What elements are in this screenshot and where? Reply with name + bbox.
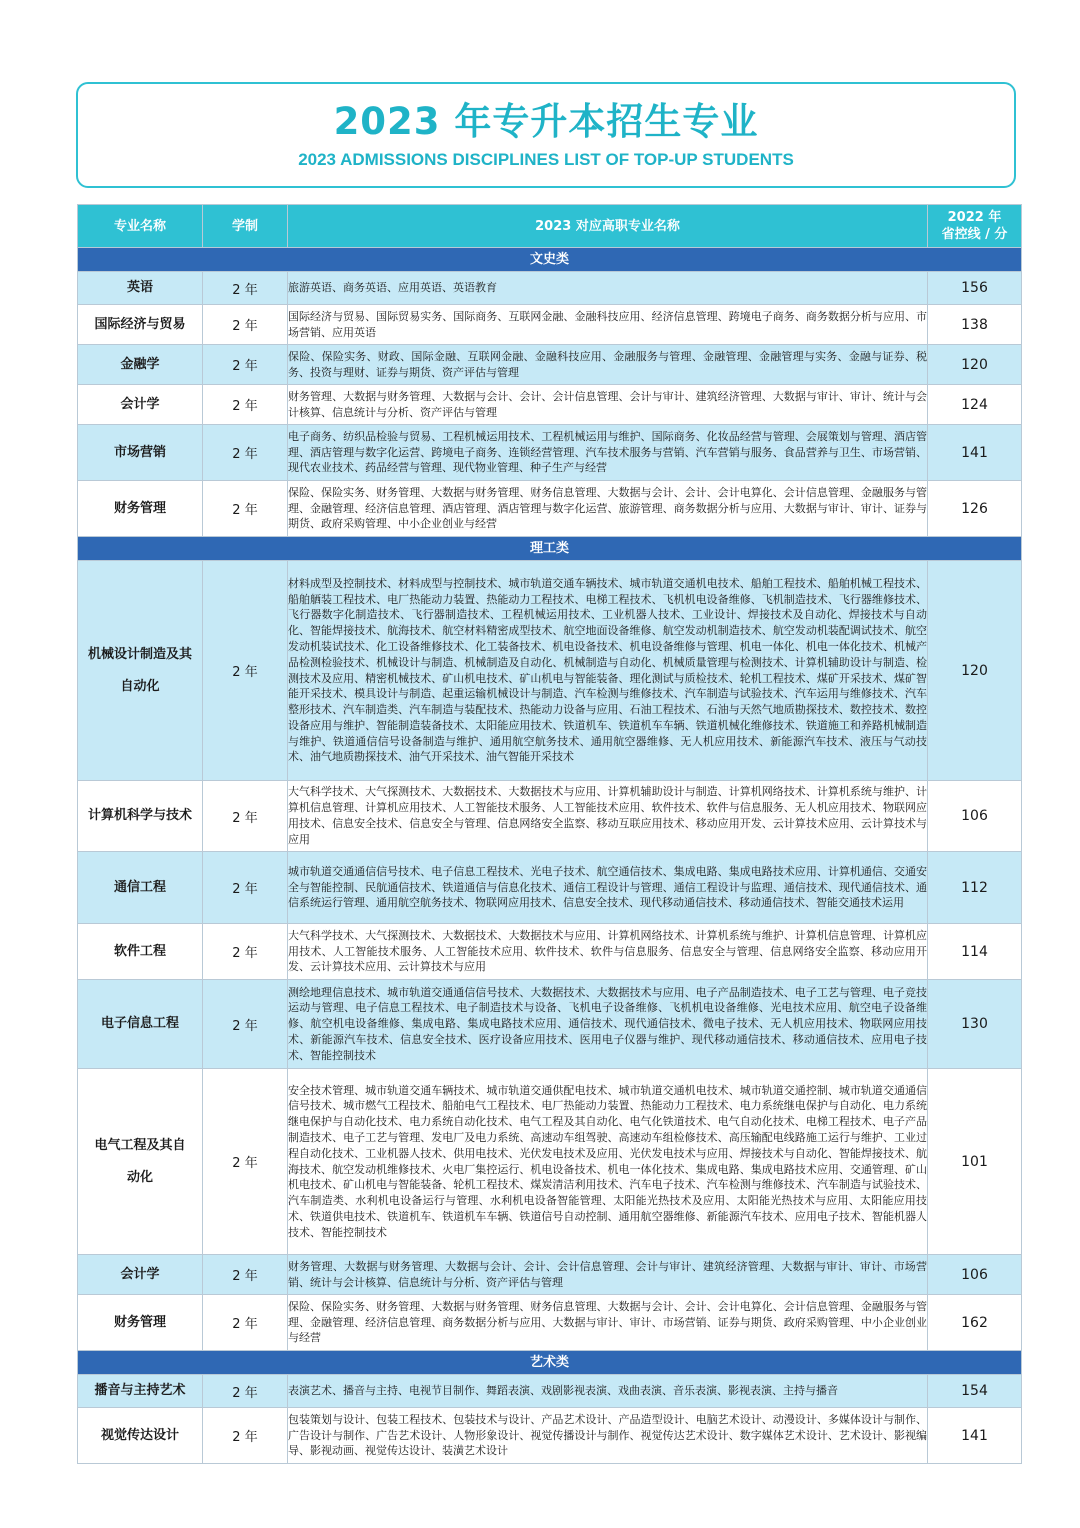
table-header-row <box>78 205 1022 248</box>
vocational-list: 大气科学技术、大气探测技术、大数据技术、大数据技术与应用、计算机网络技术、计算机系统与维护、计算机信息管理、计算机应用技术、人工智能技术服务、人工智能技术应用、软件技术、软件与信息服务、信息安全与管理、信息网络安全监察、移动应用开发、云计算技术应用、云计算技术与应用 <box>288 924 928 980</box>
major-name: 金融学 <box>78 345 203 385</box>
major-years: 2 年 <box>203 425 288 481</box>
major-name: 机械设计制造及其自动化 <box>78 561 203 781</box>
score-value: 154 <box>928 1375 1022 1408</box>
major-years: 2 年 <box>203 272 288 305</box>
score-value: 112 <box>928 852 1022 924</box>
vocational-list: 财务管理、大数据与财务管理、大数据与会计、会计、会计信息管理、会计与审计、建筑经济管理、大数据与审计、审计、市场营销、统计与会计核算、信息统计与分析、资产评估与管理 <box>288 1255 928 1295</box>
score-value: 124 <box>928 385 1022 425</box>
score-value: 126 <box>928 481 1022 537</box>
score-value: 106 <box>928 781 1022 852</box>
table-row <box>78 305 1022 345</box>
vocational-list: 财务管理、大数据与财务管理、大数据与会计、会计、会计信息管理、会计与审计、建筑经济管理、大数据与审计、审计、统计与会计核算、信息统计与分析、资产评估与管理 <box>288 385 928 425</box>
score-value: 141 <box>928 1408 1022 1464</box>
major-name: 国际经济与贸易 <box>78 305 203 345</box>
table-row <box>78 425 1022 481</box>
table-row <box>78 980 1022 1069</box>
header-major: 专业名称 <box>78 205 203 248</box>
major-name: 会计学 <box>78 385 203 425</box>
table-row <box>78 1255 1022 1295</box>
table-row <box>78 1375 1022 1408</box>
score-value: 101 <box>928 1069 1022 1255</box>
table-row <box>78 924 1022 980</box>
score-value: 106 <box>928 1255 1022 1295</box>
table-row <box>78 481 1022 537</box>
major-name: 电子信息工程 <box>78 980 203 1069</box>
score-value: 141 <box>928 425 1022 481</box>
category-row <box>78 537 1022 561</box>
title-box <box>76 82 1016 188</box>
page-title: 2023 年专升本招生专业 <box>333 100 759 143</box>
vocational-list: 包装策划与设计、包装工程技术、包装技术与设计、产品艺术设计、产品造型设计、电脑艺术设计、动漫设计、多媒体设计与制作、广告设计与制作、广告艺术设计、人物形象设计、视觉传播设计与制作、视觉传达艺术设计、数字媒体艺术设计、艺术设计、影视编导、影视动画、视觉传达设计、装潢艺术设计 <box>288 1408 928 1464</box>
major-years: 2 年 <box>203 1069 288 1255</box>
major-name: 财务管理 <box>78 1295 203 1351</box>
major-years: 2 年 <box>203 345 288 385</box>
major-years: 2 年 <box>203 781 288 852</box>
major-name: 会计学 <box>78 1255 203 1295</box>
header-vocational: 2023 对应高职专业名称 <box>288 205 928 248</box>
header-score <box>928 205 1022 248</box>
vocational-list: 保险、保险实务、财务管理、大数据与财务管理、财务信息管理、大数据与会计、会计、会计电算化、会计信息管理、金融服务与管理、金融管理、经济信息管理、酒店管理、酒店管理与数字化运营、旅游管理、商务数据分析与应用、大数据与审计、审计、证券与期货、政府采购管理、中小企业创业与经营 <box>288 481 928 537</box>
category-row <box>78 1351 1022 1375</box>
page-subtitle: 2023 ADMISSIONS DISCIPLINES LIST OF TOP-UP STUDENTS <box>298 150 794 169</box>
category-label: 文史类 <box>78 248 1022 272</box>
score-value: 130 <box>928 980 1022 1069</box>
major-name: 电气工程及其自动化 <box>78 1069 203 1255</box>
major-name: 英语 <box>78 272 203 305</box>
major-name: 软件工程 <box>78 924 203 980</box>
major-name: 视觉传达设计 <box>78 1408 203 1464</box>
majors-table <box>77 204 1022 1464</box>
vocational-list: 城市轨道交通通信信号技术、电子信息工程技术、光电子技术、航空通信技术、集成电路、集成电路技术应用、计算机通信、交通安全与智能控制、民航通信技术、铁道通信与信息化技术、通信工程设计与管理、通信工程设计与监理、通信技术、现代通信技术、通信系统运行管理、通用航空航务技术、物联网应用技术、信息安全技术、现代移动通信技术、移动通信技术、智能交通技术运用 <box>288 852 928 924</box>
major-years: 2 年 <box>203 305 288 345</box>
major-years: 2 年 <box>203 1255 288 1295</box>
major-years: 2 年 <box>203 1408 288 1464</box>
table-row <box>78 1295 1022 1351</box>
score-value: 138 <box>928 305 1022 345</box>
score-value: 114 <box>928 924 1022 980</box>
major-years: 2 年 <box>203 481 288 537</box>
major-years: 2 年 <box>203 385 288 425</box>
vocational-list: 安全技术管理、城市轨道交通车辆技术、城市轨道交通供配电技术、城市轨道交通机电技术、城市轨道交通控制、城市轨道交通通信信号技术、城市燃气工程技术、船舶电气工程技术、电厂热能动力装置、热能动力工程技术、电力系统继电保护与自动化、电力系统继电保护与自动化技术、电力系统自动化技术、电气工程及其自动化、电气化铁道技术、电气自动化技术、电梯工程技术、电子产品制造技术、电子工艺与管理、发电厂及电力系统、高速动车组驾驶、高速动车组检修技术、高压输配电线路施工运行与维护、工业过程自动化技术、工业机器人技术、供用电技术、光伏发电技术及应用、光伏发电技术与应用、焊接技术与自动化、智能焊接技术、航海技术、航空发动机维修技术、火电厂集控运行、机电设备技术、机电一体化技术、集成电路、集成电路技术应用、交通管理、矿山机电技术、矿山机电与智能装备、轮机工程技术、煤炭清洁利用技术、汽车电子技术、汽车检测与维修技术、汽车制造与试验技术、汽车制造类、水利机电设备运行与管理、水利机电设备智能管理、太阳能光热技术及应用、太阳能光热技术与应用、太阳能应用技术、铁道供电技术、铁道机车、铁道机车车辆、铁道信号自动控制、通用航空器维修、新能源汽车技术、应用电子技术、智能机器人技术、智能控制技术 <box>288 1069 928 1255</box>
header-score-line2: 省控线 / 分 <box>941 227 1008 242</box>
vocational-list: 表演艺术、播音与主持、电视节目制作、舞蹈表演、戏剧影视表演、戏曲表演、音乐表演、影视表演、主持与播音 <box>288 1375 928 1408</box>
score-value: 156 <box>928 272 1022 305</box>
score-value: 120 <box>928 561 1022 781</box>
table-row <box>78 1408 1022 1464</box>
major-name: 市场营销 <box>78 425 203 481</box>
category-label: 艺术类 <box>78 1351 1022 1375</box>
table-row <box>78 385 1022 425</box>
score-value: 162 <box>928 1295 1022 1351</box>
vocational-list: 材料成型及控制技术、材料成型与控制技术、城市轨道交通车辆技术、城市轨道交通机电技术、船舶工程技术、船舶机械工程技术、船舶舾装工程技术、电厂热能动力装置、热能动力工程技术、电梯工程技术、飞机机电设备维修、飞机制造技术、飞行器维修技术、飞行器数字化制造技术、飞行器制造技术、工程机械运用技术、工业机器人技术、工业设计、焊接技术及自动化、焊接技术与自动化、智能焊接技术、航海技术、航空材料精密成型技术、航空地面设备维修、航空发动机制造技术、航空发动机装配调试技术、航空发动机装试技术、化工设备维修技术、化工装备技术、机电设备技术、机电设备维修与管理、机电一体化、机电一体化技术、机械产品检测检验技术、机械设计与制造、机械制造及自动化、机械制造与自动化、机械质量管理与检测技术、计算机辅助设计与制造、检测技术及应用、精密机械技术、矿山机电技术、矿山机电与智能装备、理化测试与质检技术、轮机工程技术、煤矿开采技术、煤矿智能开采技术、模具设计与制造、起重运输机械设计与制造、汽车检测与维修技术、汽车制造与试验技术、汽车运用与维修技术、汽车整形技术、汽车制造类、汽车制造与装配技术、热能动力设备与应用、石油工程技术、石油与天然气地质勘探技术、数控技术、数控设备应用与维护、智能制造装备技术、太阳能应用技术、铁道机车、铁道机车车辆、铁道机械化维修技术、铁道施工和养路机械制造与维护、铁道通信信号设备制造与维护、通用航空航务技术、通用航空器维修、无人机应用技术、新能源汽车技术、液压与气动技术、油气地质勘探技术、油气开采技术、油气智能开采技术 <box>288 561 928 781</box>
score-value: 120 <box>928 345 1022 385</box>
vocational-list: 大气科学技术、大气探测技术、大数据技术、大数据技术与应用、计算机辅助设计与制造、计算机网络技术、计算机系统与维护、计算机信息管理、计算机应用技术、人工智能技术服务、人工智能技术应用、软件技术、软件与信息服务、无人机应用技术、物联网应用技术、信息安全技术、信息安全与管理、信息网络安全监察、移动互联应用技术、移动应用开发、云计算技术应用、云计算技术与应用 <box>288 781 928 852</box>
vocational-list: 国际经济与贸易、国际贸易实务、国际商务、互联网金融、金融科技应用、经济信息管理、跨境电子商务、商务数据分析与应用、市场营销、应用英语 <box>288 305 928 345</box>
table-row <box>78 272 1022 305</box>
table-row <box>78 852 1022 924</box>
major-years: 2 年 <box>203 924 288 980</box>
major-years: 2 年 <box>203 852 288 924</box>
vocational-list: 旅游英语、商务英语、应用英语、英语教育 <box>288 272 928 305</box>
table-row <box>78 781 1022 852</box>
major-years: 2 年 <box>203 561 288 781</box>
vocational-list: 测绘地理信息技术、城市轨道交通通信信号技术、大数据技术、大数据技术与应用、电子产品制造技术、电子工艺与管理、电子竞技运动与管理、电子信息工程技术、电子制造技术与设备、飞机电子设备维修、飞机机电设备维修、光电技术应用、航空电子设备维修、航空机电设备维修、集成电路、集成电路技术应用、通信技术、现代通信技术、微电子技术、无人机应用技术、物联网应用技术、新能源汽车技术、信息安全技术、医疗设备应用技术、医用电子仪器与维护、现代移动通信技术、移动通信技术、应用电子技术、智能控制技术 <box>288 980 928 1069</box>
category-row <box>78 248 1022 272</box>
table-row <box>78 1069 1022 1255</box>
header-score-line1: 2022 年 <box>947 210 1002 225</box>
vocational-list: 保险、保险实务、财政、国际金融、互联网金融、金融科技应用、金融服务与管理、金融管理、金融管理与实务、金融与证券、税务、投资与理财、证券与期货、资产评估与管理 <box>288 345 928 385</box>
table-row <box>78 561 1022 781</box>
major-years: 2 年 <box>203 980 288 1069</box>
vocational-list: 电子商务、纺织品检验与贸易、工程机械运用技术、工程机械运用与维护、国际商务、化妆品经营与管理、会展策划与管理、酒店管理、酒店管理与数字化运营、跨境电子商务、连锁经营管理、汽车技术服务与营销、汽车营销与服务、食品营养与卫生、市场营销、现代农业技术、药品经营与管理、现代物业管理、种子生产与经营 <box>288 425 928 481</box>
major-name: 计算机科学与技术 <box>78 781 203 852</box>
category-label: 理工类 <box>78 537 1022 561</box>
header-years: 学制 <box>203 205 288 248</box>
major-name: 财务管理 <box>78 481 203 537</box>
major-name: 通信工程 <box>78 852 203 924</box>
vocational-list: 保险、保险实务、财务管理、大数据与财务管理、财务信息管理、大数据与会计、会计、会计电算化、会计信息管理、金融服务与管理、金融管理、经济信息管理、商务数据分析与应用、大数据与审计、审计、市场营销、证券与期货、政府采购管理、中小企业创业与经营 <box>288 1295 928 1351</box>
major-name: 播音与主持艺术 <box>78 1375 203 1408</box>
major-years: 2 年 <box>203 1375 288 1408</box>
major-years: 2 年 <box>203 1295 288 1351</box>
table-row <box>78 345 1022 385</box>
